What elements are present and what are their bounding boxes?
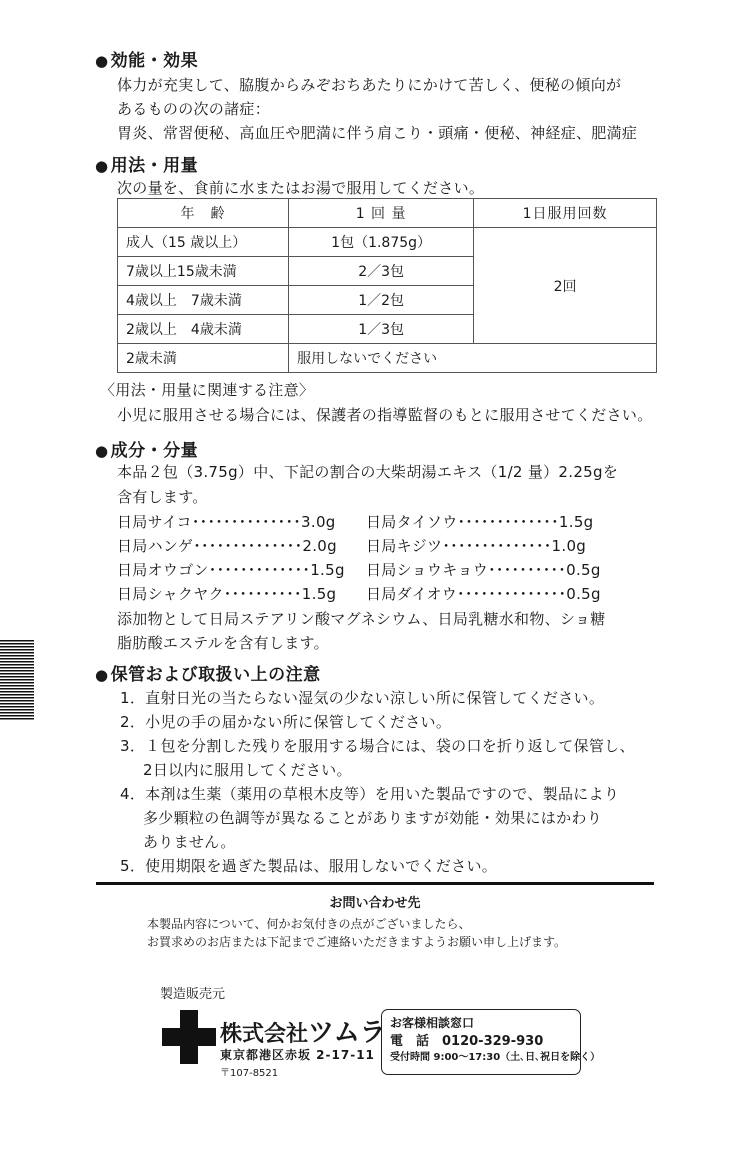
ingredient-item: 日局サイコ･･････････････3.0g bbox=[117, 513, 336, 531]
divider bbox=[96, 882, 654, 885]
dosage-note-text: 小児に服用させる場合には、保護者の指導監督のもとに服用させてください。 bbox=[117, 406, 653, 424]
header-times: 1日服用回数 bbox=[474, 199, 657, 228]
ingredients-line-1: 本品２包（3.75g）中、下記の割合の大柴胡湯エキス（1/2 量）2.25gを bbox=[117, 463, 619, 481]
storage-item-4-cont-1: 多少顆粒の色調等が異なることがありますが効能・効果にはかわり bbox=[143, 809, 603, 827]
storage-item-3-cont: 2日以内に服用してください。 bbox=[143, 761, 352, 779]
efficacy-heading: ● 効能・効果 bbox=[95, 51, 199, 71]
contact-title: お問い合わせ先 bbox=[329, 896, 421, 911]
age-cell: 4歳以上 7歳未満 bbox=[118, 286, 289, 315]
company-address: 東京都港区赤坂 2-17-11 bbox=[220, 1048, 375, 1062]
age-cell: 2歳以上 4歳未満 bbox=[118, 315, 289, 344]
amount-cell: 1包（1.875g） bbox=[289, 228, 474, 257]
ingredient-item: 日局シャクヤク･･････････1.5g bbox=[117, 585, 337, 603]
storage-item-4: 4．本剤は生薬（薬用の草根木皮等）を用いた製品ですので、製品により bbox=[120, 785, 620, 803]
support-hours: 受付時間 9:00〜17:30（土､日､祝日を除く） bbox=[390, 1052, 601, 1063]
age-cell: 成人（15 歳以上） bbox=[118, 228, 289, 257]
dosage-heading: ● 用法・用量 bbox=[95, 156, 199, 176]
ingredient-item: 日局ダイオウ･･････････････0.5g bbox=[366, 585, 601, 603]
ingredient-item: 日局ハンゲ･･････････････2.0g bbox=[117, 537, 337, 555]
table-row bbox=[118, 344, 657, 373]
company-name: 株式会社ツムラ bbox=[220, 1018, 386, 1048]
ingredient-item: 日局オウゴン･････････････1.5g bbox=[117, 561, 345, 579]
amount-cell: 2／3包 bbox=[289, 257, 474, 286]
contact-line-2: お買求めのお店または下記までご連絡いただきますようお願い申し上げます。 bbox=[147, 935, 567, 949]
contact-line-1: 本製品内容について、何かお気付きの点がございましたら、 bbox=[147, 917, 471, 931]
support-phone: 電 話 0120-329-930 bbox=[390, 1034, 544, 1049]
ingredient-item: 日局キジツ･･････････････1.0g bbox=[366, 537, 587, 555]
storage-item-2: 2．小児の手の届かない所に保管してください。 bbox=[120, 713, 452, 731]
bullet-icon: ● bbox=[95, 442, 109, 460]
ingredients-heading: ● 成分・分量 bbox=[95, 441, 199, 461]
storage-item-4-cont-2: ありません。 bbox=[143, 833, 236, 851]
ingredient-item: 日局タイソウ･････････････1.5g bbox=[366, 513, 594, 531]
bullet-icon: ● bbox=[95, 52, 109, 70]
ingredient-item: 日局ショウキョウ･･････････0.5g bbox=[366, 561, 601, 579]
amount-cell: 1／2包 bbox=[289, 286, 474, 315]
barcode bbox=[0, 640, 34, 720]
storage-item-5: 5．使用期限を過ぎた製品は、服用しないでください。 bbox=[120, 857, 498, 875]
age-cell: 7歳以上15歳未満 bbox=[118, 257, 289, 286]
efficacy-line-2: あるものの次の諸症： bbox=[117, 100, 271, 118]
header-amount: 1 回 量 bbox=[289, 199, 474, 228]
maker-label: 製造販売元 bbox=[160, 987, 226, 1002]
times-cell: 2回 bbox=[474, 228, 657, 344]
amount-cell: 1／3包 bbox=[289, 315, 474, 344]
ingredients-line-2: 含有します。 bbox=[117, 488, 208, 506]
storage-heading: ● 保管および取扱い上の注意 bbox=[95, 665, 321, 685]
support-title: お客様相談窓口 bbox=[390, 1016, 475, 1030]
storage-item-1: 1．直射日光の当たらない湿気の少ない涼しい所に保管してください。 bbox=[120, 689, 605, 707]
additive-line-2: 脂肪酸エステルを含有します。 bbox=[117, 634, 329, 652]
additive-line-1: 添加物として日局ステアリン酸マグネシウム、日局乳糖水和物、ショ糖 bbox=[117, 610, 606, 628]
bullet-icon: ● bbox=[95, 157, 109, 175]
efficacy-line-3: 胃炎、常習便秘、高血圧や肥満に伴う肩こり・頭痛・便秘、神経症、肥満症 bbox=[117, 124, 638, 142]
customer-support-box bbox=[381, 1009, 601, 1075]
bullet-icon: ● bbox=[95, 666, 109, 684]
dosage-table bbox=[117, 198, 657, 373]
header-age: 年 齢 bbox=[118, 199, 289, 228]
table-row bbox=[118, 228, 657, 257]
storage-item-3: 3．１包を分割した残りを服用する場合には、袋の口を折り返して保管し、 bbox=[120, 737, 635, 755]
table-header-row bbox=[118, 199, 657, 228]
dosage-intro: 次の量を、食前に水またはお湯で服用してください。 bbox=[117, 179, 485, 197]
tsumura-cross-logo-icon bbox=[162, 1010, 216, 1064]
age-cell: 2歳未満 bbox=[118, 344, 289, 373]
dosage-note-title: 〈用法・用量に関連する注意〉 bbox=[100, 381, 315, 399]
under2-note-cell: 服用しないでください bbox=[289, 344, 657, 373]
efficacy-line-1: 体力が充実して、脇腹からみぞおちあたりにかけて苦しく、便秘の傾向が bbox=[117, 76, 622, 94]
postal-code: 〒107-8521 bbox=[220, 1068, 279, 1079]
